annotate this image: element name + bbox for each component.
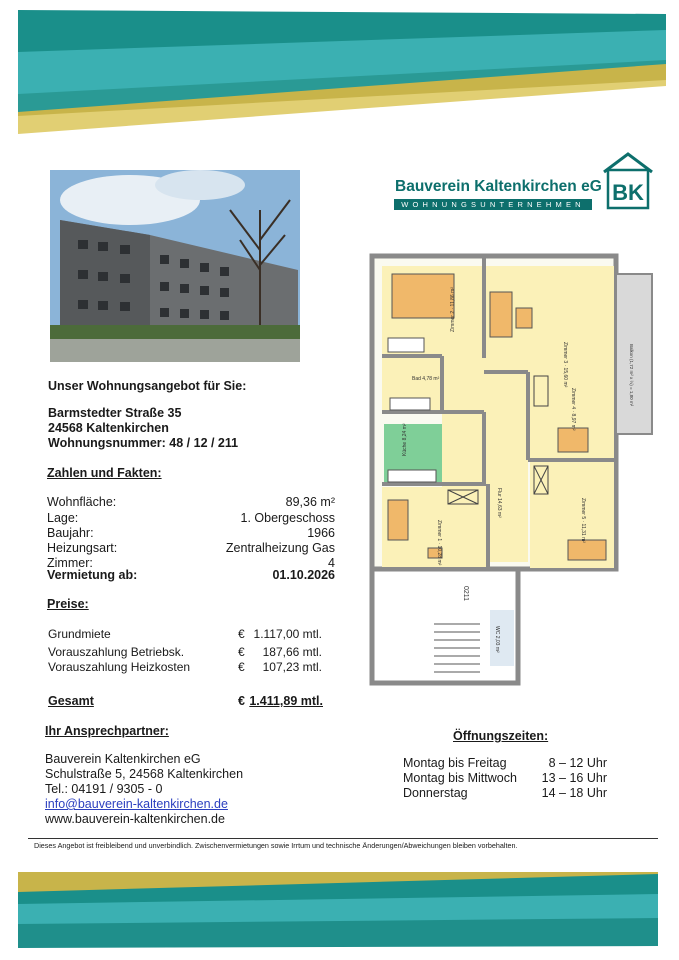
fact-value: 1966 <box>307 526 335 540</box>
fact-label: Baujahr: <box>47 526 94 540</box>
fact-value: Zentralheizung Gas <box>225 541 335 555</box>
svg-text:Zimmer 2 · 11,86 m²: Zimmer 2 · 11,86 m² <box>450 287 456 332</box>
hours-heading: Öffnungszeiten: <box>453 729 549 743</box>
fact-value: 89,36 m² <box>285 495 335 509</box>
svg-text:Küche 8,24 m²: Küche 8,24 m² <box>402 423 408 456</box>
fact-label: Wohnfläche: <box>47 495 117 509</box>
fact-value: 4 <box>328 556 335 570</box>
price-currency: € <box>238 660 245 674</box>
price-currency: € <box>238 645 245 659</box>
disclaimer: Dieses Angebot ist freibleibend und unverbindlich. Zwischenvermietungen sowie Irrtum und technische Änderungen/Abweichungen bleiben vorbehalten. <box>34 841 518 850</box>
svg-text:Bad 4,78 m²: Bad 4,78 m² <box>412 376 440 382</box>
hours-days: Montag bis Mittwoch <box>403 771 517 785</box>
fact-value: 01.10.2026 <box>272 568 335 582</box>
contact-line: Schulstraße 5, 24568 Kaltenkirchen <box>45 767 244 781</box>
offer-apartment-number: Wohnungsnummer: 48 / 12 / 211 <box>48 436 239 450</box>
company-tagline: WOHNUNGSUNTERNEHMEN <box>394 199 592 210</box>
svg-text:Zimmer 3 · 15,60 m²: Zimmer 3 · 15,60 m² <box>562 342 568 388</box>
fact-label: Lage: <box>47 511 79 525</box>
fact-label: Zimmer: <box>47 556 93 570</box>
svg-text:0211: 0211 <box>462 586 469 602</box>
total-label: Gesamt <box>48 694 94 708</box>
total-currency: € <box>238 694 245 708</box>
price-value: 1.117,00 mtl. <box>253 627 322 641</box>
contact-email-link[interactable]: info@bauverein-kaltenkirchen.de <box>45 797 228 811</box>
facts-heading: Zahlen und Fakten: <box>47 466 162 480</box>
price-value: 187,66 mtl. <box>262 645 322 659</box>
hours-time: 14 – 18 Uhr <box>541 786 607 800</box>
hours-days: Donnerstag <box>403 786 468 800</box>
svg-text:Flur 14,63 m²: Flur 14,63 m² <box>496 488 502 518</box>
company-name: Bauverein Kaltenkirchen eG <box>395 178 602 195</box>
bottom-banner <box>0 868 679 960</box>
contact-website: www.bauverein-kaltenkirchen.de <box>45 812 225 826</box>
price-label: Vorauszahlung Heizkosten <box>48 660 191 674</box>
contact-line: Bauverein Kaltenkirchen eG <box>45 752 201 766</box>
offer-street: Barmstedter Straße 35 <box>48 406 182 420</box>
price-label: Grundmiete <box>48 627 111 641</box>
floor-plan <box>368 252 658 688</box>
offer-heading: Unser Wohnungsangebot für Sie: <box>48 379 247 393</box>
fact-value: 1. Obergeschoss <box>240 511 335 525</box>
svg-text:WC 2,03 m²: WC 2,03 m² <box>494 626 500 653</box>
contact-line: Tel.: 04191 / 9305 - 0 <box>45 782 163 796</box>
total-value: 1.411,89 mtl. <box>249 694 323 708</box>
fact-label: Heizungsart: <box>47 541 118 555</box>
price-label: Vorauszahlung Betriebsk. <box>48 645 185 659</box>
divider-line <box>28 838 658 839</box>
hours-days: Montag bis Freitag <box>403 756 507 770</box>
company-logo-icon <box>600 150 656 210</box>
svg-text:Zimmer 4 · 8,97 m²: Zimmer 4 · 8,97 m² <box>570 388 576 431</box>
hours-time: 8 – 12 Uhr <box>548 756 607 770</box>
fact-label: Vermietung ab: <box>47 568 138 582</box>
building-photo <box>50 170 300 362</box>
svg-text:BK: BK <box>612 180 644 205</box>
hours-time: 13 – 16 Uhr <box>541 771 607 785</box>
svg-text:Zimmer 1 · 10,28 m²: Zimmer 1 · 10,28 m² <box>436 520 442 566</box>
top-banner <box>0 0 679 140</box>
price-value: 107,23 mtl. <box>262 660 322 674</box>
offer-city: 24568 Kaltenkirchen <box>48 421 169 435</box>
svg-text:Balkon (1,72 m² x ½) = 1,80 m²: Balkon (1,72 m² x ½) = 1,80 m² <box>629 344 634 407</box>
price-currency: € <box>238 627 245 641</box>
svg-text:Zimmer 5 · 11,31 m²: Zimmer 5 · 11,31 m² <box>580 498 586 543</box>
contact-heading: Ihr Ansprechpartner: <box>45 724 169 738</box>
prices-heading: Preise: <box>47 597 89 611</box>
